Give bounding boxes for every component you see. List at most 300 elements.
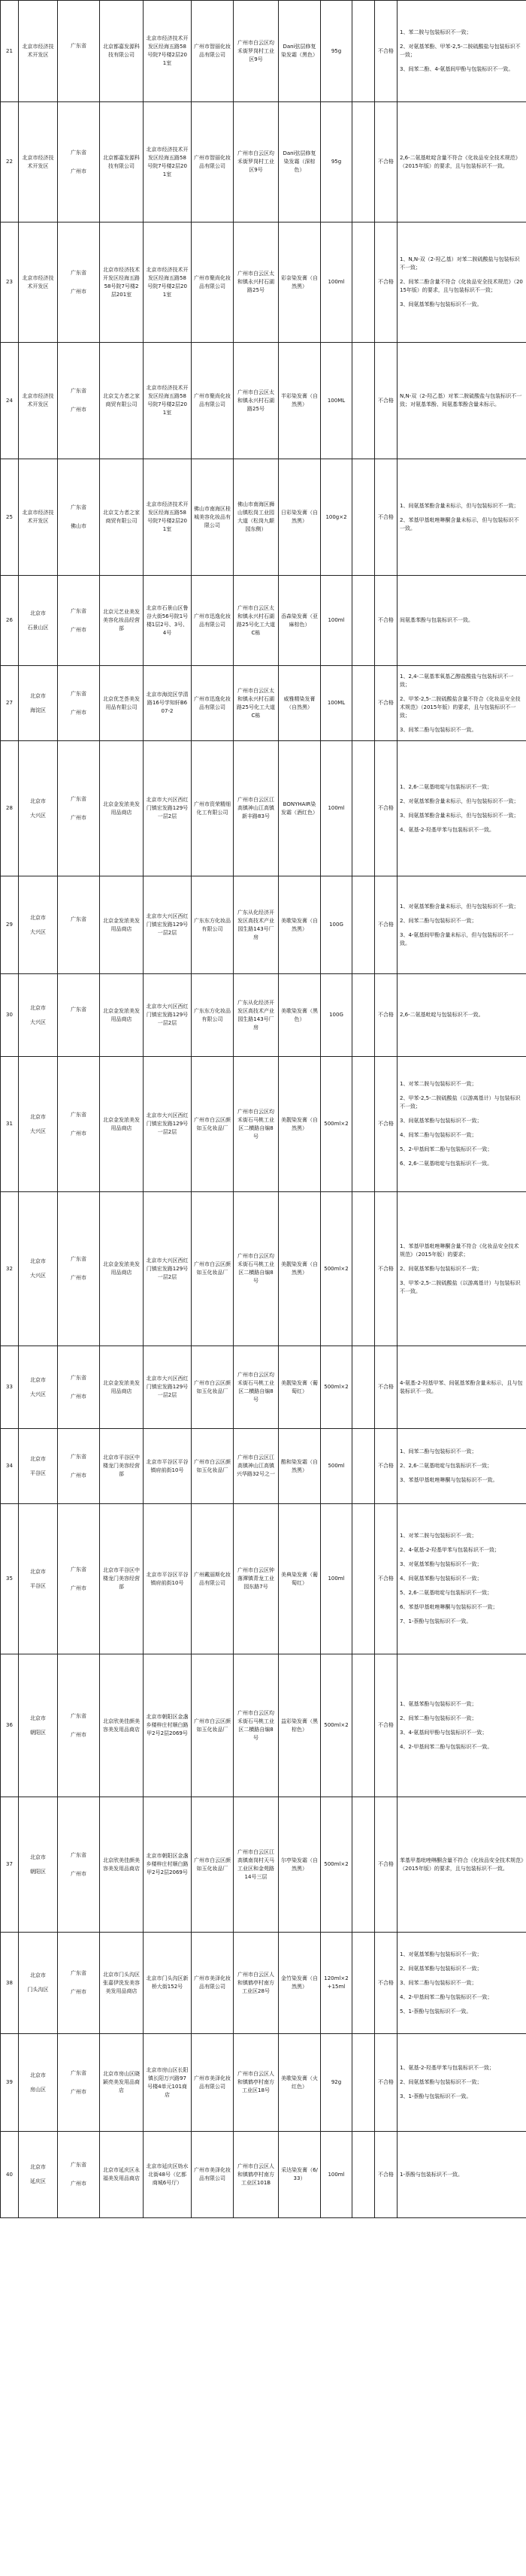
result-cell: [375, 459, 398, 576]
entity-name-cell: [100, 666, 144, 741]
nonconforming-item: 2、间氨基苯酚与包装标识不一致；: [400, 2079, 482, 2085]
row-number: [1, 741, 19, 876]
entity-region-line: 大兴区: [30, 1128, 46, 1134]
entity-province-text: 广东省: [71, 42, 86, 49]
result-text: 不合格: [378, 1722, 394, 1728]
spec-cell: [321, 102, 352, 222]
entity-address-cell: [144, 1057, 192, 1192]
manufacturer-address-text: 广州市白云区太和镇永兴村石湖路25号: [237, 389, 274, 412]
entity-province-text: 广东省: [71, 1374, 86, 1381]
entity-name-text: 北京市房山区晓颖亮美发用品商店: [103, 2071, 140, 2093]
entity-region-line: 朝阳区: [30, 1868, 46, 1875]
entity-name-text: 北京金发浓美发用品商店: [103, 801, 140, 816]
entity-province-text: 广东省: [71, 1851, 86, 1858]
entity-region-cell: [19, 2132, 58, 2218]
product-name-cell: [279, 741, 321, 876]
table-row: [1, 459, 526, 576]
entity-city-text: 广州市: [71, 1275, 86, 1281]
entity-name-cell: [100, 1933, 144, 2034]
manufacturer-name-text: 广州市白云区颜如玉化妆品厂: [194, 1857, 231, 1872]
entity-province-cell: [58, 343, 100, 459]
entity-name-text: 北京艾力者之家商贸有限公司: [103, 510, 140, 524]
product-name-cell: [279, 1, 321, 102]
nonconforming-item: 3、间苯二酚与包装标识不一致。: [400, 726, 477, 733]
spec-cell: [321, 2132, 352, 2218]
entity-region-cell: [19, 1797, 58, 1933]
entity-region-line: 大兴区: [30, 812, 46, 819]
product-name-text: 美歌染发膏（黑色）: [281, 1007, 318, 1022]
result-text: 不合格: [378, 1012, 394, 1018]
manufacturer-address-cell: [234, 1192, 279, 1346]
row-number-text: 36: [6, 1722, 13, 1728]
table-row: [1, 741, 526, 876]
entity-address-cell: [144, 576, 192, 666]
result-cell: [375, 102, 398, 222]
result-cell: [375, 1654, 398, 1797]
nonconforming-item: 4、氨基-2-羟基甲苯与包装标识不一致。: [400, 826, 494, 833]
nonconforming-item: 1、2,4-二氨基苯氧基乙醇盐酸盐与包装标识不一致；: [400, 673, 514, 688]
batch-cell: [352, 2132, 375, 2218]
entity-address-cell: [144, 1192, 192, 1346]
entity-province-text: 广东省: [71, 916, 86, 922]
entity-region-cell: [19, 876, 58, 974]
spec-cell: [321, 1346, 352, 1429]
entity-region-cell: [19, 1, 58, 102]
spec-cell: [321, 1, 352, 102]
manufacturer-address-text: 广州市白云区太和镇永兴村石湖路25号化工大道C栋: [237, 687, 275, 719]
entity-region-line: 北京市: [30, 1113, 46, 1120]
manufacturer-address-cell: [234, 343, 279, 459]
row-number-text: 26: [6, 617, 13, 623]
entity-province-text: 广东省: [71, 2069, 86, 2076]
manufacturer-address-cell: [234, 102, 279, 222]
manufacturer-address-cell: [234, 2034, 279, 2132]
entity-province-text: 广东省: [71, 388, 86, 394]
result-text: 不合格: [378, 397, 394, 404]
entity-city-text: 广州市: [71, 1870, 86, 1877]
entity-name-cell: [100, 102, 144, 222]
entity-name-cell: [100, 2034, 144, 2132]
product-name-text: Dani弦层修复染发霜（深棕色）: [283, 150, 316, 173]
entity-address-cell: [144, 1504, 192, 1654]
entity-province-cell: [58, 2132, 100, 2218]
spec-text: 500ml: [328, 1463, 345, 1469]
row-number: [1, 1933, 19, 2034]
entity-region-cell: [19, 741, 58, 876]
entity-region-cell: [19, 1654, 58, 1797]
entity-address-text: 北京市经济技术开发区经海五路58号院7号楼2层201室: [146, 146, 189, 177]
result-text: 不合格: [378, 279, 394, 285]
nonconforming-item: 4、2-甲基间苯二酚与包装标识不一致；: [400, 1993, 493, 2000]
spec-cell: [321, 666, 352, 741]
result-cell: [375, 1504, 398, 1654]
nonconforming-items-cell: [398, 1933, 526, 2034]
spec-text: 92g: [331, 2079, 342, 2085]
manufacturer-address-cell: [234, 1346, 279, 1429]
manufacturer-address-cell: [234, 1654, 279, 1797]
batch-cell: [352, 1504, 375, 1654]
batch-cell: [352, 1654, 375, 1797]
entity-name-cell: [100, 2132, 144, 2218]
table-row: [1, 974, 526, 1057]
result-cell: [375, 741, 398, 876]
entity-region-line: 北京市经济技术开发区: [22, 154, 54, 169]
result-text: 不合格: [378, 617, 394, 623]
manufacturer-name-cell: [192, 222, 234, 343]
row-number-text: 29: [6, 922, 13, 928]
result-cell: [375, 666, 398, 741]
manufacturer-address-text: 广州市白云区江高镇神山江高镇新丰路83号: [237, 797, 274, 819]
entity-province-text: 广东省: [71, 1566, 86, 1573]
nonconforming-item: 3、间苯二酚、4-氨基间甲酚与包装标识不一致。: [400, 66, 514, 72]
product-name-text: 美靓染发膏（自然黑）: [281, 1116, 318, 1131]
entity-province-cell: [58, 741, 100, 876]
manufacturer-address-cell: [234, 459, 279, 576]
product-name-cell: [279, 876, 321, 974]
row-number: [1, 459, 19, 576]
entity-address-cell: [144, 974, 192, 1057]
entity-name-text: 北京都嘉发源科技有限公司: [103, 154, 140, 169]
result-text: 不合格: [378, 47, 394, 54]
product-name-cell: [279, 222, 321, 343]
entity-province-cell: [58, 459, 100, 576]
row-number-text: 40: [6, 2171, 13, 2178]
table-row: [1, 1429, 526, 1504]
entity-region-line: 北京市: [30, 1568, 46, 1575]
table-row: [1, 102, 526, 222]
nonconforming-item: 3、间氨基苯酚与包装标识不一致；: [400, 1118, 482, 1124]
row-number: [1, 974, 19, 1057]
batch-cell: [352, 459, 375, 576]
entity-name-text: 北京金发浓美发用品商店: [103, 1261, 140, 1276]
entity-region-cell: [19, 1192, 58, 1346]
entity-region-line: 大兴区: [30, 1391, 46, 1397]
product-name-text: Dani弦层修复染发霜（黑色）: [281, 44, 318, 58]
entity-name-text: 北京市平谷区中楼龙门美容经营部: [103, 1454, 140, 1477]
manufacturer-name-text: 广州市美泽化妆品有限公司: [194, 2075, 231, 2090]
manufacturer-name-text: 广州市白云区颜如玉化妆品厂: [194, 1718, 231, 1733]
entity-region-cell: [19, 1933, 58, 2034]
nonconforming-items-cell: [398, 576, 526, 666]
entity-region-line: 北京市: [30, 1715, 46, 1721]
entity-region-line: 北京市经济技术开发区: [22, 393, 54, 407]
manufacturer-name-cell: [192, 1346, 234, 1429]
entity-region-cell: [19, 2034, 58, 2132]
result-text: 不合格: [378, 1265, 394, 1272]
entity-region-line: 北京市: [30, 1258, 46, 1264]
manufacturer-address-cell: [234, 576, 279, 666]
row-number: [1, 2132, 19, 2218]
manufacturer-name-cell: [192, 1654, 234, 1797]
entity-address-text: 北京市门头沟区新桥大街152号: [146, 1975, 189, 1990]
spec-text: 500ml×2: [324, 1861, 349, 1867]
nonconforming-item: 3、甲苯-2,5-二胺硫酸盐（以游离基计）与包装标识不一致。: [400, 1279, 521, 1294]
entity-region-cell: [19, 666, 58, 741]
entity-region-line: 北京市: [30, 1376, 46, 1383]
result-text: 不合格: [378, 1576, 394, 1582]
manufacturer-address-cell: [234, 1797, 279, 1933]
product-name-cell: [279, 576, 321, 666]
nonconforming-item: 5、2-甲基间苯二酚与包装标识不一致；: [400, 1146, 493, 1152]
spec-cell: [321, 343, 352, 459]
manufacturer-address-text: 广州市白云区江高镇神山江高镇兴华路32号之一: [237, 1454, 275, 1477]
row-number-text: 35: [6, 1576, 13, 1582]
entity-region-line: 北京市: [30, 610, 46, 616]
entity-province-cell: [58, 1192, 100, 1346]
spec-text: 100ml: [328, 1576, 345, 1582]
entity-address-text: 北京市朝阳区金盏乡楼梓庄村顺白路甲2号2层2069号: [146, 1714, 189, 1736]
product-name-text: 日彩染发膏（自然黑）: [281, 510, 318, 524]
entity-address-text: 北京市大兴区西红门镇宏发路129号一层2层: [146, 797, 189, 819]
nonconforming-item: 3、1-萘酚与包装标识不一致。: [400, 2093, 472, 2099]
entity-name-cell: [100, 1346, 144, 1429]
batch-cell: [352, 2034, 375, 2132]
nonconforming-item: 4、间氨基苯酚与包装标识不一致；: [400, 1576, 482, 1582]
nonconforming-item: 2、间氨基苯酚与包装标识不一致；: [400, 1265, 482, 1272]
entity-name-text: 北京市平谷区中楼龙门美容经营部: [103, 1567, 140, 1590]
manufacturer-address-text: 广州市白云区江高镇南岗村天马工业区和金苑路14号三层: [237, 1848, 274, 1880]
entity-address-text: 北京市经济技术开发区经海五路58号院7号楼2层201室: [146, 35, 189, 66]
nonconforming-item: 2、4-氨基-2-羟基甲苯与包装标识不一致；: [400, 1547, 500, 1553]
nonconforming-item: 2,6-二氨基吡啶含量不符合《化妆品安全技术规范》（2015年版）的要求，且与包装标识不一致。: [400, 154, 521, 169]
nonconforming-item: 2、间苯二酚与包装标识不一致；: [400, 917, 477, 924]
entity-address-cell: [144, 102, 192, 222]
nonconforming-item: 3、苯基甲基吡唑啉酮与包装标识不一致。: [400, 1477, 498, 1483]
spec-text: 100G: [329, 922, 343, 928]
manufacturer-address-text: 广州市白云区均禾街石马桃工业区二横路自编8号: [237, 1371, 274, 1403]
entity-region-line: 大兴区: [30, 928, 46, 935]
row-number: [1, 576, 19, 666]
row-number-text: 27: [6, 700, 13, 706]
entity-region-line: 大兴区: [30, 1273, 46, 1279]
entity-address-text: 北京市朝阳区金盏乡楼梓庄村顺白路甲2号2层2069号: [146, 1853, 189, 1875]
entity-address-cell: [144, 1346, 192, 1429]
result-text: 不合格: [378, 513, 394, 520]
manufacturer-name-cell: [192, 1933, 234, 2034]
row-number: [1, 343, 19, 459]
nonconforming-items-cell: [398, 666, 526, 741]
batch-cell: [352, 102, 375, 222]
nonconforming-items-cell: [398, 1654, 526, 1797]
entity-region-line: 门头沟区: [27, 1987, 49, 1993]
entity-address-text: 北京市大兴区西红门镇宏发路129号一层2层: [146, 1003, 189, 1026]
spec-cell: [321, 1429, 352, 1504]
entity-name-text: 北京金发浓美发用品商店: [103, 917, 140, 932]
spec-cell: [321, 741, 352, 876]
entity-address-cell: [144, 1654, 192, 1797]
entity-region-line: 大兴区: [30, 1019, 46, 1025]
entity-address-text: 北京市延庆区妫水北街48号（亿都商城6号厅）: [146, 2163, 189, 2186]
manufacturer-name-text: 广州市白云区颜如玉化妆品厂: [194, 1116, 231, 1131]
entity-address-text: 北京市石景山区鲁谷大街56号院1号楼1层2号、3号、4号: [146, 604, 189, 636]
manufacturer-address-text: 广州市白云区钟落潭镇青龙工业园东路7号: [237, 1567, 274, 1590]
manufacturer-name-cell: [192, 876, 234, 974]
table-row: [1, 1, 526, 102]
entity-address-cell: [144, 2034, 192, 2132]
nonconforming-item: 3、4-氨基间甲酚含量未标示，但与包装标识不一致。: [400, 931, 514, 946]
nonconforming-item: 1、间氨基苯酚含量未标示，但与包装标识不一致；: [400, 502, 519, 509]
manufacturer-name-cell: [192, 1, 234, 102]
entity-region-line: 朝阳区: [30, 1729, 46, 1736]
entity-region-line: 北京市: [30, 798, 46, 804]
nonconforming-items-cell: [398, 2034, 526, 2132]
manufacturer-address-cell: [234, 666, 279, 741]
manufacturer-address-text: 广州市白云区人和镇鹤亭村南方工业区18号: [237, 2071, 274, 2093]
batch-cell: [352, 1429, 375, 1504]
entity-city-text: 广州市: [71, 168, 86, 174]
entity-city-text: 广州市: [71, 407, 86, 413]
batch-cell: [352, 666, 375, 741]
row-number-text: 24: [6, 397, 13, 404]
manufacturer-name-cell: [192, 1504, 234, 1654]
row-number-text: 34: [6, 1463, 13, 1469]
product-name-text: 美靓染发膏（自然黑）: [281, 1261, 318, 1276]
spec-text: 100ml: [328, 617, 345, 623]
entity-name-text: 北京金发浓美发用品商店: [103, 1007, 140, 1022]
entity-province-cell: [58, 876, 100, 974]
entity-region-line: 北京市经济技术开发区: [22, 510, 54, 524]
product-name-text: 岙森染发膏（亚麻棕色）: [281, 613, 318, 628]
product-name-text: 半彩染发膏（自然黑）: [281, 393, 318, 407]
entity-province-cell: [58, 1933, 100, 2034]
row-number-text: 22: [6, 159, 13, 165]
result-text: 不合格: [378, 2171, 394, 2178]
entity-address-cell: [144, 222, 192, 343]
result-text: 不合格: [378, 805, 394, 811]
entity-region-line: 北京市: [30, 914, 46, 921]
entity-address-text: 北京市大兴区西红门镇宏发路129号一层2层: [146, 1376, 189, 1398]
nonconforming-item: 3、间氨基苯酚与包装标识不一致。: [400, 301, 482, 307]
spec-text: 500ml×2: [324, 1121, 349, 1127]
nonconforming-item: 1、N,N-双（2-羟乙基）对苯二胺硫酸盐与包装标识不一致；: [400, 256, 520, 271]
result-cell: [375, 2034, 398, 2132]
nonconforming-item: 1、氨基苯酚与包装标识不一致；: [400, 1700, 477, 1707]
product-name-cell: [279, 1504, 321, 1654]
batch-cell: [352, 1, 375, 102]
entity-region-cell: [19, 1429, 58, 1504]
manufacturer-address-text: 广州市白云区均禾街石马桃工业区二横路自编8号: [237, 1108, 274, 1140]
product-name-cell: [279, 1192, 321, 1346]
entity-region-line: 北京市: [30, 692, 46, 699]
nonconforming-items-cell: [398, 1192, 526, 1346]
entity-city-text: 广州市: [71, 1472, 86, 1479]
entity-address-cell: [144, 2132, 192, 2218]
nonconforming-items-cell: [398, 1504, 526, 1654]
manufacturer-name-cell: [192, 102, 234, 222]
result-text: 不合格: [378, 2079, 394, 2085]
manufacturer-address-text: 广州市白云区均禾街石马桃工业区二横路自编8号: [237, 1709, 274, 1741]
spec-cell: [321, 222, 352, 343]
manufacturer-name-cell: [192, 741, 234, 876]
entity-address-cell: [144, 1933, 192, 2034]
entity-province-text: 广东省: [71, 795, 86, 802]
manufacturer-name-text: 广州市白云区颜如玉化妆品厂: [194, 1261, 231, 1276]
nonconforming-item: 2、2,6-二氨基吡啶与包装标识不一致；: [400, 1463, 493, 1469]
spec-cell: [321, 459, 352, 576]
manufacturer-name-cell: [192, 666, 234, 741]
nonconforming-item: 2、对氨基苯酚含量未标示，但与包装标识不一致；: [400, 798, 519, 804]
entity-city-text: 佛山市: [71, 523, 86, 529]
entity-region-line: 北京市: [30, 2072, 46, 2078]
result-text: 不合格: [378, 1121, 394, 1127]
entity-province-text: 广东省: [71, 2162, 86, 2168]
product-name-cell: [279, 666, 321, 741]
nonconforming-items-cell: [398, 102, 526, 222]
row-number-text: 30: [6, 1012, 13, 1018]
row-number: [1, 1797, 19, 1933]
spec-text: 100ML: [327, 700, 346, 706]
row-number: [1, 222, 19, 343]
manufacturer-address-cell: [234, 876, 279, 974]
entity-address-cell: [144, 1797, 192, 1933]
batch-cell: [352, 1057, 375, 1192]
row-number-text: 28: [6, 805, 13, 811]
spec-text: 100ml: [328, 805, 345, 811]
entity-name-cell: [100, 222, 144, 343]
nonconforming-item: 6、苯基甲基吡唑啉酮与包装标识不一致；: [400, 1604, 498, 1610]
spec-text: 95g: [331, 159, 342, 165]
row-number: [1, 1057, 19, 1192]
product-name-text: 金竹染发膏（自然黑）: [281, 1975, 318, 1990]
entity-province-text: 广东省: [71, 269, 86, 276]
result-cell: [375, 1192, 398, 1346]
nonconforming-items-cell: [398, 2132, 526, 2218]
result-text: 不合格: [378, 1861, 394, 1867]
entity-province-text: 广东省: [71, 1970, 86, 1976]
manufacturer-address-cell: [234, 1, 279, 102]
entity-address-cell: [144, 1, 192, 102]
spec-cell: [321, 876, 352, 974]
entity-province-cell: [58, 2034, 100, 2132]
entity-name-cell: [100, 876, 144, 974]
entity-province-text: 广东省: [71, 690, 86, 697]
nonconforming-item: 1、苯二胺与包装标识不一致；: [400, 29, 472, 35]
nonconforming-item: 1、苯基甲基吡唑啉酮含量不符合《化妆品安全技术规范》（2015年版）的要求；: [400, 1243, 519, 1258]
row-number-text: 33: [6, 1384, 13, 1390]
spec-cell: [321, 2034, 352, 2132]
entity-name-text: 北京金发浓美发用品商店: [103, 1379, 140, 1394]
entity-name-cell: [100, 1192, 144, 1346]
result-cell: [375, 1, 398, 102]
spec-text: 500ml×2: [324, 1722, 349, 1728]
product-name-text: 美歌染发膏（火红色）: [281, 2075, 318, 2090]
row-number: [1, 1, 19, 102]
row-number: [1, 2034, 19, 2132]
entity-address-cell: [144, 741, 192, 876]
entity-province-text: 广东省: [71, 1712, 86, 1719]
product-name-cell: [279, 102, 321, 222]
entity-province-text: 广东省: [71, 1256, 86, 1262]
entity-province-text: 广东省: [71, 504, 86, 510]
entity-name-text: 北京金发浓美发用品商店: [103, 1116, 140, 1131]
product-name-cell: [279, 2034, 321, 2132]
entity-region-line: 平谷区: [30, 1582, 46, 1589]
row-number: [1, 102, 19, 222]
entity-address-text: 北京市大兴区西红门镇宏发路129号一层2层: [146, 1112, 189, 1135]
entity-name-cell: [100, 1797, 144, 1933]
entity-province-cell: [58, 974, 100, 1057]
product-name-text: 采达染发膏（6/33）: [281, 2167, 318, 2181]
nonconforming-item: 1、对氨基苯酚与包装标识不一致；: [400, 1951, 482, 1957]
row-number-text: 31: [6, 1121, 13, 1127]
spec-cell: [321, 1933, 352, 2034]
entity-name-cell: [100, 1, 144, 102]
batch-cell: [352, 1933, 375, 2034]
nonconforming-item: 1、对苯二胺与包装标识不一致；: [400, 1533, 477, 1539]
manufacturer-address-cell: [234, 1429, 279, 1504]
manufacturer-address-text: 广州市白云区人和镇鹤亭村南方工业区101B: [237, 2163, 274, 2186]
nonconforming-item: 苯基甲基吡唑啉酮含量不符合《化妆品安全技术规范》（2015年版）的要求，且与包装标识不一致。: [400, 1857, 524, 1872]
